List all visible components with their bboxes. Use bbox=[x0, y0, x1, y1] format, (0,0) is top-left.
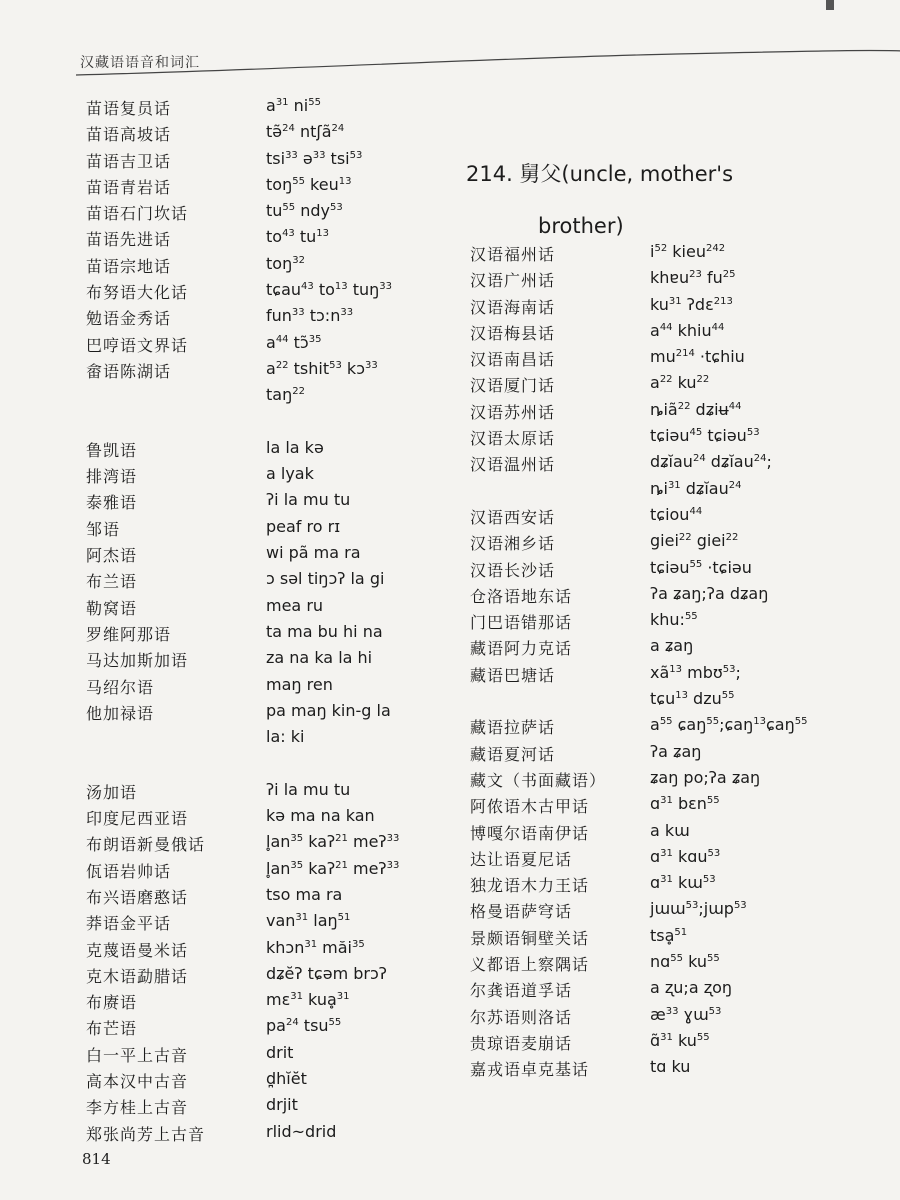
language-name: 高本汉中古音 bbox=[86, 1071, 189, 1091]
word-form: toŋ$^{32}$ bbox=[266, 253, 305, 273]
right-column bbox=[470, 242, 890, 1084]
word-form: ɔ səl tiŋɔʔ la gi bbox=[266, 569, 385, 589]
section-title-line2: brother) bbox=[538, 214, 624, 238]
language-name: 藏语巴塘话 bbox=[470, 665, 556, 685]
language-name: 印度尼西亚语 bbox=[86, 809, 189, 829]
word-form: ta ma bu hi na bbox=[266, 621, 383, 641]
language-name: 白一平上古音 bbox=[86, 1045, 189, 1065]
header-rule bbox=[76, 0, 900, 90]
entry-row bbox=[86, 938, 466, 964]
word-form: dʑĭau$^{24}$ dʑĭau$^{24}$; bbox=[650, 452, 772, 472]
language-name: 畲语陈湖话 bbox=[86, 361, 172, 381]
entry-row bbox=[86, 911, 466, 937]
language-name: 苗语高坡话 bbox=[86, 125, 172, 145]
word-form: tə̃$^{24}$ ntʃã$^{24}$ bbox=[266, 122, 345, 142]
word-form: tɕu$^{13}$ dzu$^{55}$ bbox=[650, 689, 735, 709]
entry-row bbox=[86, 622, 466, 648]
entry-row bbox=[470, 321, 890, 347]
entry-row bbox=[86, 701, 466, 727]
word-form: $xã^{13}$ mbʊ$^{53}$; bbox=[650, 662, 741, 682]
language-name: 汉语福州话 bbox=[470, 245, 556, 264]
entry-row bbox=[470, 295, 890, 321]
language-name: 莽语金平话 bbox=[86, 914, 172, 934]
word-form: dʑĕʔ tɕəm brɔʔ bbox=[266, 963, 387, 983]
language-name: 苗语石门坎话 bbox=[86, 204, 189, 224]
language-name: 义都语上察隅话 bbox=[470, 955, 590, 975]
entry-row bbox=[470, 347, 890, 373]
word-form: khɐu$^{23}$ $fu^{25}$ bbox=[650, 268, 736, 288]
word-form: ɑ$^{31}$ bɛn$^{55}$ bbox=[650, 794, 720, 814]
language-name: 苗语青岩话 bbox=[86, 177, 172, 197]
entry-row bbox=[470, 584, 890, 610]
entry-row bbox=[86, 517, 466, 543]
language-name: 勉语金秀话 bbox=[86, 309, 172, 329]
entry-row bbox=[86, 569, 466, 595]
entry-row bbox=[86, 727, 466, 753]
word-form: ɑ$^{31}$ kɯ$^{53}$ bbox=[650, 873, 716, 893]
language-name: 鲁凯语 bbox=[86, 440, 138, 460]
language-name: 汉语海南话 bbox=[470, 297, 556, 317]
running-head: 汉藏语语音和词汇 bbox=[80, 55, 200, 71]
entry-row bbox=[470, 899, 890, 925]
word-form: $a^{44}$ tɔ̃$^{35}$ bbox=[266, 332, 322, 352]
entry-row bbox=[86, 543, 466, 569]
entry-row bbox=[86, 964, 466, 990]
language-name: 汉语温州话 bbox=[470, 455, 556, 475]
language-name: 苗语宗地话 bbox=[86, 256, 172, 276]
language-name: 苗语复员话 bbox=[86, 99, 172, 118]
entry-row bbox=[86, 122, 466, 148]
entry-row bbox=[86, 859, 466, 885]
entry-row bbox=[470, 268, 890, 294]
language-name: 藏语拉萨话 bbox=[470, 718, 556, 738]
word-form: $l̥an^{35}$ kaʔ$^{21}$ meʔ$^{33}$ bbox=[266, 858, 400, 878]
entry-row bbox=[86, 306, 466, 332]
entry-row bbox=[470, 847, 890, 873]
entry-row bbox=[470, 452, 890, 478]
entry-row bbox=[470, 373, 890, 399]
word-form: kə ma na kan bbox=[266, 806, 375, 826]
word-form: van$^{31}$ laŋ$^{51}$ bbox=[266, 911, 351, 931]
entry-row bbox=[86, 438, 466, 464]
entry-row bbox=[86, 490, 466, 516]
entry-row bbox=[470, 873, 890, 899]
language-name: 阿杰语 bbox=[86, 546, 138, 566]
entry-row bbox=[86, 254, 466, 280]
entry-row bbox=[86, 675, 466, 701]
word-form: peaf ro rɪ bbox=[266, 516, 341, 536]
language-name: 布朗语新曼俄话 bbox=[86, 835, 206, 855]
entry-row bbox=[470, 742, 890, 768]
language-name: 博嘎尔语南伊话 bbox=[470, 823, 590, 843]
language-name: 苗语先进话 bbox=[86, 230, 172, 250]
language-name: 巴哼语文界话 bbox=[86, 335, 189, 355]
language-name: 佤语岩帅话 bbox=[86, 861, 172, 881]
language-name: 李方桂上古音 bbox=[86, 1098, 189, 1118]
word-form: mɛ$^{31}$ kuḁ$^{31}$ bbox=[266, 990, 350, 1010]
word-form: ʔa ʑaŋ;ʔa dʑaŋ bbox=[650, 583, 769, 603]
language-name: 景颇语铜壁关话 bbox=[470, 928, 590, 948]
entry-row bbox=[86, 1043, 466, 1069]
word-form: giei$^{22}$ giei$^{22}$ bbox=[650, 531, 739, 551]
entry-row bbox=[470, 558, 890, 584]
word-form: la: ki bbox=[266, 727, 305, 747]
word-form: $a^{31}$ $ni^{55}$ bbox=[266, 96, 321, 115]
word-form: $ȵi^{31}$ dʑĭau$^{24}$ bbox=[650, 478, 742, 498]
word-form: maŋ ren bbox=[266, 674, 333, 694]
word-form: ʑaŋ po;ʔa ʑaŋ bbox=[650, 767, 761, 787]
language-name: 汉语南昌话 bbox=[470, 350, 556, 370]
entry-row bbox=[470, 479, 890, 505]
word-form: ɑ̃$^{31}$ $ku^{55}$ bbox=[650, 1030, 710, 1050]
entry-row bbox=[470, 1005, 890, 1031]
entry-row bbox=[470, 1031, 890, 1057]
entry-row bbox=[470, 821, 890, 847]
word-form: $l̥an^{35}$ kaʔ$^{21}$ meʔ$^{33}$ bbox=[266, 832, 400, 852]
language-name: 泰雅语 bbox=[86, 493, 138, 513]
language-name: 克蔑语曼米话 bbox=[86, 940, 189, 960]
word-form: tɕiəu$^{45}$ tɕiəu$^{53}$ bbox=[650, 426, 760, 446]
word-form: a ʑaŋ bbox=[650, 636, 694, 656]
entry-row bbox=[470, 400, 890, 426]
language-name: 尔苏语则洛话 bbox=[470, 1007, 573, 1027]
entry-row bbox=[86, 1122, 466, 1148]
word-form: nɑ$^{55}$ $ku^{55}$ bbox=[650, 952, 720, 972]
entry-row bbox=[86, 201, 466, 227]
entry-row bbox=[86, 885, 466, 911]
entry-row bbox=[86, 648, 466, 674]
word-form: pa maŋ kin-g la bbox=[266, 700, 391, 720]
word-form: $a^{55}$ ɕaŋ$^{55}$;ɕaŋ$^{13}$ɕaŋ$^{55}$ bbox=[650, 715, 808, 735]
language-name: 藏语夏河话 bbox=[470, 744, 556, 764]
entry-row bbox=[470, 768, 890, 794]
word-form: toŋ$^{55}$ keu$^{13}$ bbox=[266, 174, 352, 194]
entry-row bbox=[86, 149, 466, 175]
page-number: 814 bbox=[82, 1150, 111, 1168]
word-form: tɕiou$^{44}$ bbox=[650, 504, 703, 524]
language-name: 汉语厦门话 bbox=[470, 376, 556, 396]
language-name: 克木语勐腊话 bbox=[86, 966, 189, 986]
word-form: $a^{22}$ tshit$^{53}$ kɔ$^{33}$ bbox=[266, 358, 378, 378]
section-heading bbox=[466, 148, 796, 252]
word-form: tɑ ku bbox=[650, 1057, 691, 1077]
entry-row bbox=[470, 531, 890, 557]
entry-row bbox=[470, 610, 890, 636]
language-name: 藏文（书面藏语） bbox=[470, 770, 607, 790]
entry-row bbox=[470, 794, 890, 820]
entry-row bbox=[86, 753, 466, 779]
language-name: 尔龚语道孚话 bbox=[470, 981, 573, 1001]
language-name: 汉语梅县话 bbox=[470, 323, 556, 343]
entry-row bbox=[86, 832, 466, 858]
entry-row bbox=[86, 1016, 466, 1042]
word-form: jɯɯ$^{53}$;jɯp$^{53}$ bbox=[650, 899, 747, 919]
language-name: 布兴语磨憨话 bbox=[86, 887, 189, 907]
language-name: 汉语广州话 bbox=[470, 271, 556, 291]
language-name: 布赓语 bbox=[86, 993, 138, 1013]
language-name: 马绍尔语 bbox=[86, 677, 155, 697]
language-name: 阿侬语木古甲话 bbox=[470, 797, 590, 817]
language-name: 汤加语 bbox=[86, 782, 138, 802]
word-form: $ku^{31}$ ʔdɛ$^{213}$ bbox=[650, 294, 733, 314]
entry-row bbox=[86, 96, 466, 122]
entry-row bbox=[86, 780, 466, 806]
word-form: ʔa ʑaŋ bbox=[650, 741, 702, 761]
entry-row bbox=[86, 175, 466, 201]
word-form: ȵiã$^{22}$ dʑiʉ$^{44}$ bbox=[650, 399, 742, 419]
entry-row bbox=[470, 715, 890, 741]
language-name: 汉语苏州话 bbox=[470, 402, 556, 422]
word-form: $a^{22}$ $ku^{22}$ bbox=[650, 373, 710, 393]
entry-row bbox=[470, 505, 890, 531]
language-name: 邹语 bbox=[86, 519, 121, 539]
language-name: 汉语湘乡话 bbox=[470, 534, 556, 554]
entry-row bbox=[470, 978, 890, 1004]
word-form: mea ru bbox=[266, 595, 324, 615]
language-name: 汉语太原话 bbox=[470, 429, 556, 449]
entry-row bbox=[470, 663, 890, 689]
word-form: a lyak bbox=[266, 464, 314, 484]
language-name: 藏语阿力克话 bbox=[470, 639, 573, 659]
language-name: 布兰语 bbox=[86, 572, 138, 592]
language-name: 达让语夏尼话 bbox=[470, 849, 573, 869]
entry-row bbox=[86, 806, 466, 832]
entry-row bbox=[470, 636, 890, 662]
language-name: 门巴语错那话 bbox=[470, 613, 573, 633]
language-name: 嘉戎语卓克基话 bbox=[470, 1060, 590, 1080]
language-name: 汉语西安话 bbox=[470, 507, 556, 527]
word-form: tso ma ra bbox=[266, 884, 343, 904]
word-form: fun$^{33}$ $tɔ:n^{33}$ bbox=[266, 306, 354, 326]
entry-row bbox=[86, 359, 466, 385]
word-form: rlid~drid bbox=[266, 1121, 337, 1141]
word-form: taŋ$^{22}$ bbox=[266, 385, 305, 405]
entry-row bbox=[86, 1069, 466, 1095]
entry-row bbox=[470, 689, 890, 715]
entry-row bbox=[470, 242, 890, 268]
entry-row bbox=[470, 1057, 890, 1083]
entry-row bbox=[86, 333, 466, 359]
word-form: d̪hĭĕt bbox=[266, 1068, 307, 1088]
language-name: 贵琼语麦崩话 bbox=[470, 1033, 573, 1053]
word-form: tɕiəu$^{55}$ ·tɕiəu bbox=[650, 557, 752, 577]
language-name: 郑张尚芳上古音 bbox=[86, 1124, 206, 1144]
word-form: $mu^{214}$ ·tɕhiu bbox=[650, 347, 745, 367]
word-form: $tu^{55}$ ndy$^{53}$ bbox=[266, 201, 343, 221]
word-form: tɕau$^{43}$ $to^{13}$ tuŋ$^{33}$ bbox=[266, 280, 393, 300]
language-name: 苗语吉卫话 bbox=[86, 151, 172, 171]
entry-row bbox=[86, 385, 466, 411]
word-form: za na ka la hi bbox=[266, 648, 373, 668]
word-form: drjit bbox=[266, 1095, 298, 1115]
word-form: la la kə bbox=[266, 437, 324, 457]
word-form: $to^{43}$ $tu^{13}$ bbox=[266, 227, 330, 247]
entry-row bbox=[86, 280, 466, 306]
language-name: 排湾语 bbox=[86, 467, 138, 487]
entry-row bbox=[86, 990, 466, 1016]
word-form: $æ^{33}$ ɣɯ$^{53}$ bbox=[650, 1004, 722, 1024]
language-name: 独龙语木力王话 bbox=[470, 876, 590, 896]
language-name: 布芒语 bbox=[86, 1019, 138, 1039]
word-form: tsḁ$^{51}$ bbox=[650, 925, 688, 945]
language-name: 汉语长沙话 bbox=[470, 560, 556, 580]
word-form: khu:$^{55}$ bbox=[650, 610, 698, 630]
word-form: ɑ$^{31}$ kɑu$^{53}$ bbox=[650, 846, 721, 866]
entry-row bbox=[470, 926, 890, 952]
word-form: a kɯ bbox=[650, 820, 690, 840]
language-name: 勒窝语 bbox=[86, 598, 138, 618]
word-form: $i^{52}$ kieu$^{242}$ bbox=[650, 242, 726, 261]
entry-row bbox=[86, 1095, 466, 1121]
word-form: khɔn$^{31}$ măi$^{35}$ bbox=[266, 937, 365, 957]
entry-row bbox=[470, 426, 890, 452]
entry-row bbox=[86, 464, 466, 490]
word-form: drit bbox=[266, 1042, 294, 1062]
word-form: $pa^{24}$ tsu$^{55}$ bbox=[266, 1016, 342, 1036]
language-name: 格曼语萨穹话 bbox=[470, 902, 573, 922]
word-form: wi pã ma ra bbox=[266, 543, 361, 563]
language-name: 布努语大化话 bbox=[86, 283, 189, 303]
language-name: 仓洛语地东话 bbox=[470, 586, 573, 606]
word-form: ʔi la mu tu bbox=[266, 779, 351, 799]
entry-row bbox=[86, 412, 466, 438]
entry-row bbox=[86, 596, 466, 622]
section-title-line1: 214. 舅父(uncle, mother's bbox=[466, 162, 734, 186]
language-name: 马达加斯加语 bbox=[86, 651, 189, 671]
language-name: 罗维阿那语 bbox=[86, 624, 172, 644]
entry-row bbox=[470, 952, 890, 978]
word-form: $a^{44}$ khiu$^{44}$ bbox=[650, 320, 725, 340]
entry-row bbox=[86, 227, 466, 253]
language-name: 他加禄语 bbox=[86, 703, 155, 723]
word-form: a ʐu;a ʐoŋ bbox=[650, 978, 733, 998]
word-form: tsi$^{33}$ ə$^{33}$ tsi$^{53}$ bbox=[266, 148, 363, 168]
word-form: ʔi la mu tu bbox=[266, 490, 351, 510]
left-column bbox=[86, 96, 466, 1148]
